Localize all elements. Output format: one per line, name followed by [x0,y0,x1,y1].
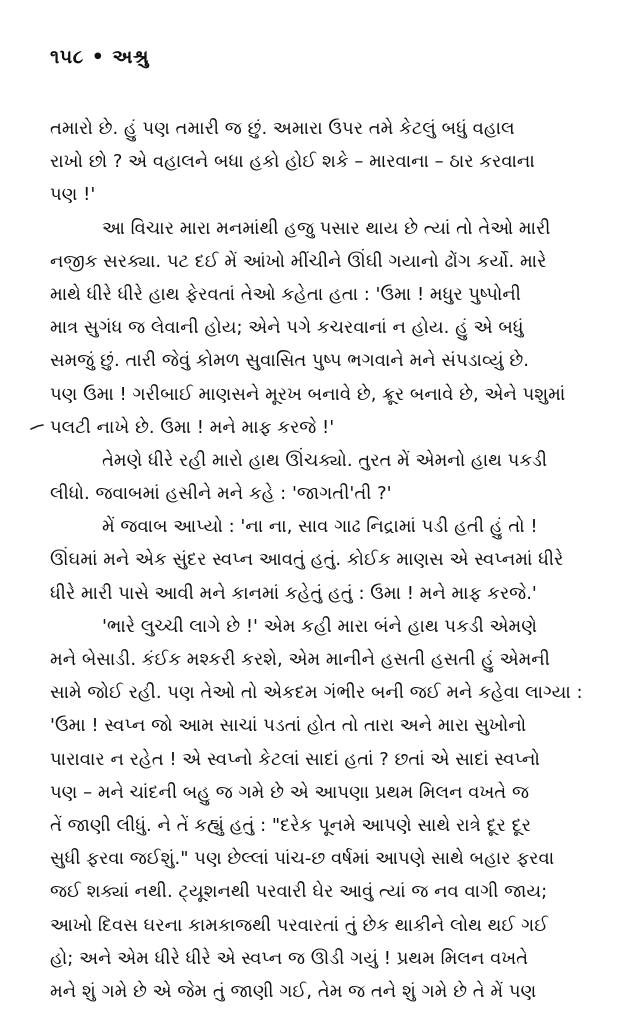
text-line: પણ !' [50,184,96,206]
text-line: હો; અને એમ ધીરે ધીરે એ સ્વપ્ન જ ઊડી ગયું ! પ્રથમ મિલન વખતે [50,947,529,969]
text-line: પણ – મને ચાંદની બહુ જ ગમે છે એ આપણા પ્રથમ મિલન વખતે જ [50,781,529,803]
text-line: સમજું છું. તારી જેવું કોમળ સુવાસિત પુષ્પ ભગવાને મને સંપડાવ્યું છે. [50,350,529,372]
text-line: તેમણે ધીરે રહી મારો હાથ ઊંચક્યો. તુરત મેં એમનો હાથ પકડી [102,449,548,471]
text-line: પલટી નાખે છે. ઉમા ! મને માફ કરજે !' [50,416,335,438]
text-line: મેં જવાબ આપ્યો : 'ના ના, સાવ ગાઢ નિદ્રામાં પડી હતી હું તો ! [102,516,538,538]
text-line: તેં જાણી લીધું. ને તેં કહ્યું હતું : "દરેક પૂનમે આપણે સાથે રાત્રે દૂર દૂર [50,814,531,836]
text-line: તમારો છે. હું પણ તમારી જ છું. અમારા ઉપર તમે કેટલું બધું વહાલ [50,118,515,139]
text-line: પારાવાર ન રહેત ! એ સ્વપ્નો કેટલાં સાદાં હતાં ? છતાં એ સાદાં સ્વપ્નો [50,748,540,770]
text-line: ધીરે મારી પાસે આવી મને કાનમાં કહેતું હતું : ઉમા ! મને માફ કરજે.' [50,582,537,604]
running-header [50,46,149,68]
text-line: માથે ધીરે ધીરે હાથ ફેરવતાં તેઓ કહેતા હતા : 'ઉમા ! મધુર પુષ્પોની [50,283,521,305]
ink-mark [30,424,44,430]
text-line: રાખો છો ? એ વહાલને બધા હકો હોઈ શકે – મારવાના – ઠાર કરવાના [50,151,535,173]
text-line: નજીક સરક્યા. પટ દઈ મેં આંખો મીંચીને ઊંઘી ગયાનો ઢોંગ કર્યો. મારે [50,250,547,272]
text-line: આ વિચાર મારા મનમાંથી હજુ પસાર થાય છે ત્યાં તો તેઓ મારી [102,217,551,239]
text-line: મને શું ગમે છે એ જેમ તું જાણી ગઈ, તેમ જ તને શું ગમે છે તે મેં પણ [50,980,537,1002]
book-title: અશ્રુ [112,46,149,68]
header-bullet: • [91,46,105,68]
text-line: લીધો. જવાબમાં હસીને મને કહે : 'જાગતી'તી ?' [50,483,392,505]
text-line: મને બેસાડી. કંઈક મશ્કરી કરશે, એમ માનીને હસતી હસતી હું એમની [50,649,550,670]
text-line: માત્ર સુગંધ જ લેવાની હોય; એને પગે કચરવાનાં ન હોય. હું એ બધું [50,317,524,339]
text-line: પણ ઉમા ! ગરીબાઈ માણસને મૂરખ બનાવે છે, ક્રૂર બનાવે છે, એને પશુમાં [50,383,566,405]
text-line: સુધી ફરવા જઈશું." પણ છેલ્લાં પાંચ-છ વર્ષમાં આપણે સાથે બહાર ફરવા [50,848,555,870]
text-line: 'ઉમા ! સ્વપ્ન જો આમ સાચાં પડતાં હોત તો તારા અને મારા સુખોનો [50,715,527,737]
text-line: જઈ શક્યાં નથી. ટ્યૂશનથી પરવારી ઘેર આવું ત્યાં જ નવ વાગી જાય; [50,881,548,903]
text-line: આખો દિવસ ઘરના કામકાજથી પરવારતાં તું છેક થાકીને લોથ થઈ ગઈ [50,914,549,936]
text-line: 'ભારે લુચ્ચી લાગે છે !' એમ કહી મારા બંને હાથ પકડી એમણે [102,615,537,637]
text-line: ઊંઘમાં મને એક સુંદર સ્વપ્ન આવતું હતું. કોઈક માણસ એ સ્વપ્નમાં ધીરે [50,549,564,571]
text-line: સામે જોઈ રહી. પણ તેઓ તો એકદમ ગંભીર બની જઈ મને કહેવા લાગ્યા : [50,682,583,704]
body-text [50,112,594,1008]
page-number: ૧૫૮ [50,46,84,68]
